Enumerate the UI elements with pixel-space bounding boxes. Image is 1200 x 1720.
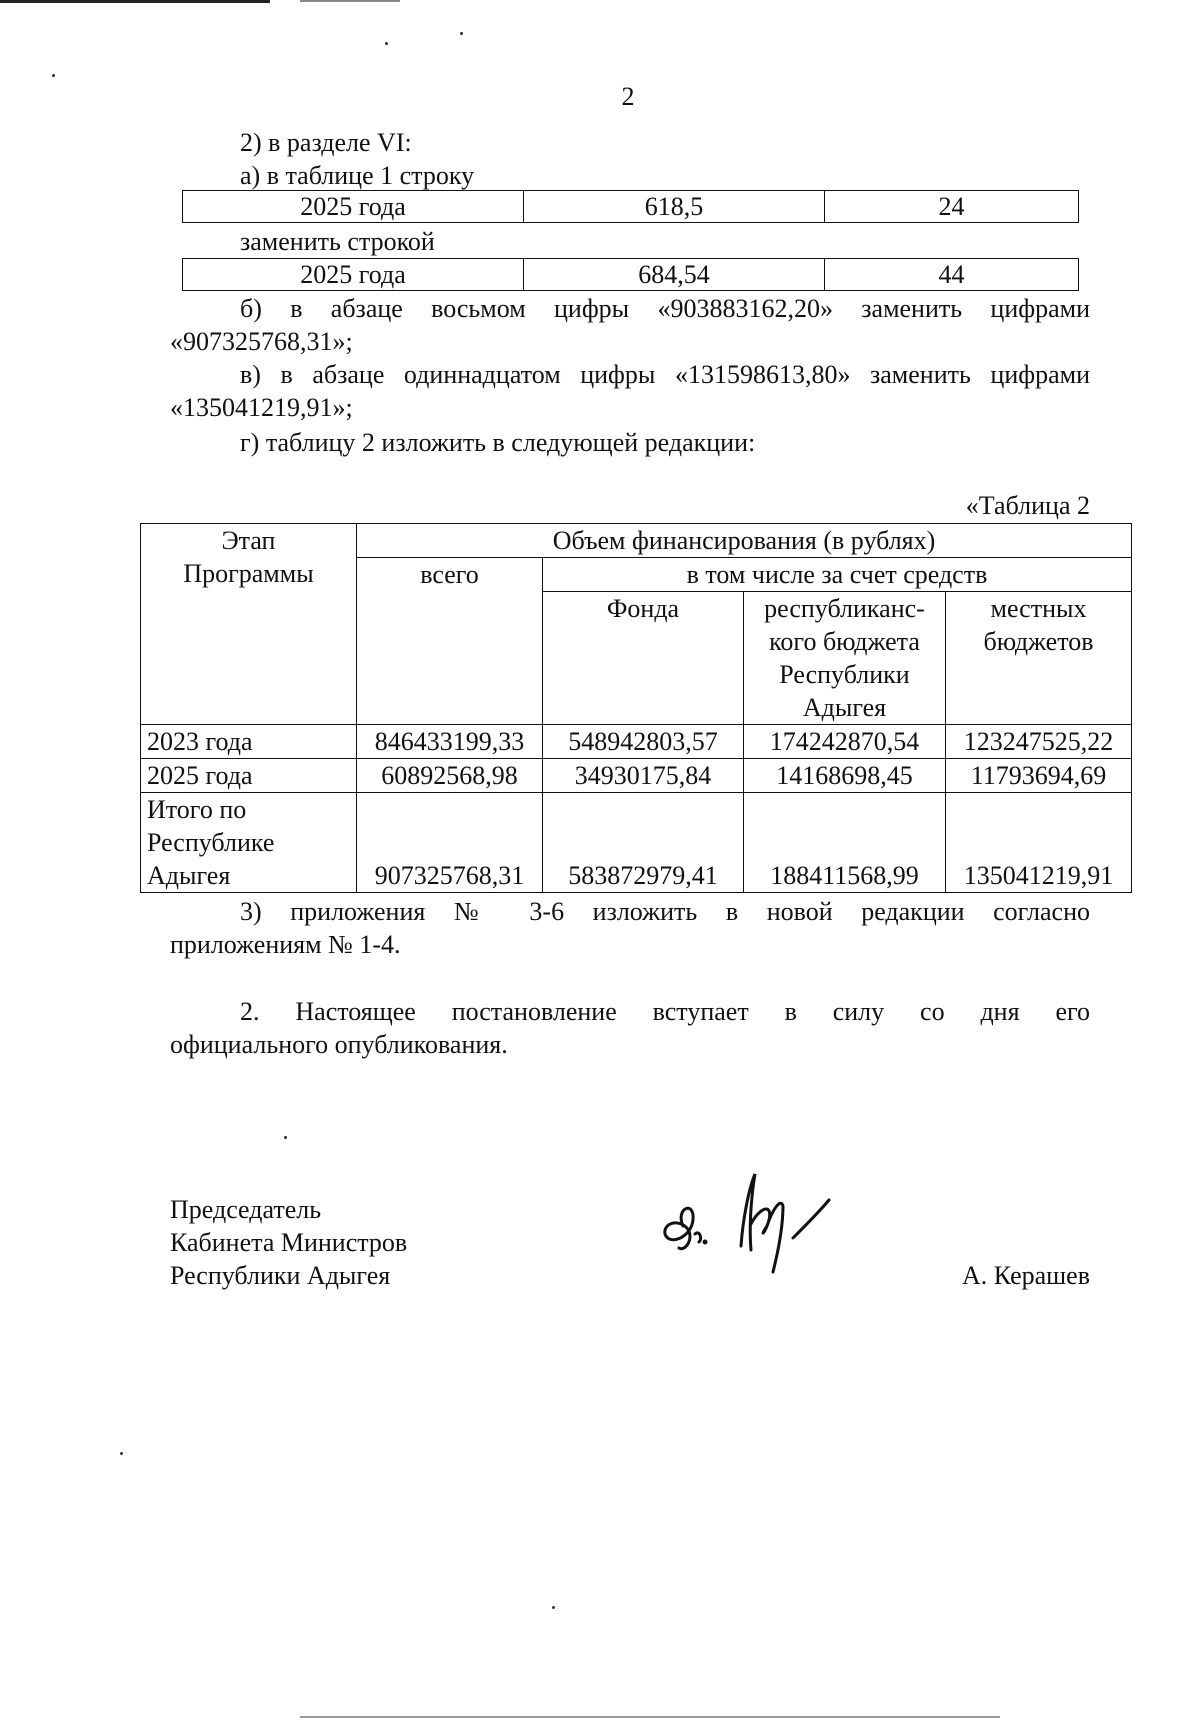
row-stage: Итого по Республике Адыгея: [141, 793, 357, 893]
page-number: 2: [621, 82, 635, 111]
new-row-cell: 44: [824, 259, 1078, 290]
table-row: [141, 725, 1132, 759]
item-a: а) в таблице 1 строку: [240, 161, 475, 190]
scan-speck: [284, 1136, 287, 1139]
signatory-title-line: Республики Адыгея: [170, 1261, 391, 1290]
row-stage: 2025 года: [141, 759, 357, 793]
old-row-cell: 618,5: [523, 191, 824, 222]
new-row-cell: 2025 года: [300, 260, 406, 289]
row-republic: 174242870,54: [744, 725, 946, 759]
header-republic-budget: республиканс- кого бюджета Республики Адыгея: [744, 592, 946, 725]
item-v-line2: «135041219,91»;: [170, 393, 353, 422]
scan-edge-mark: [300, 1716, 1000, 1718]
old-row-cell: 2025 года: [300, 192, 406, 221]
scan-speck: [552, 1606, 555, 1609]
point-2-line2: официального опубликования.: [170, 1030, 508, 1059]
header-local-budgets: местных бюджетов: [946, 592, 1132, 725]
scan-speck: [52, 74, 55, 77]
header-volume: Объем финансирования (в рублях): [357, 524, 1132, 558]
row-republic: 14168698,45: [744, 759, 946, 793]
point-2-line1: 2. Настоящее постановление вступает в силу со дня его: [240, 997, 1090, 1026]
row-stage: 2023 года: [141, 725, 357, 759]
scan-edge-mark: [300, 0, 400, 2]
signatory-title-line: Председатель: [170, 1195, 322, 1224]
signatory-title: [170, 1193, 407, 1292]
old-row-cell: 24: [824, 191, 1078, 222]
replace-with-text: заменить строкой: [240, 227, 435, 256]
row-republic: 188411568,99: [744, 793, 946, 893]
header-including: в том числе за счет средств: [543, 558, 1132, 592]
handwritten-signature: [655, 1168, 835, 1278]
header-stage-line2: Программы: [183, 559, 314, 588]
scan-speck: [385, 42, 388, 45]
scan-speck: [120, 1452, 123, 1455]
header-fund: Фонда: [543, 592, 744, 725]
row-local: 135041219,91: [946, 793, 1132, 893]
row-total: 60892568,98: [357, 759, 543, 793]
old-row: [182, 190, 1079, 223]
new-row-cell: 684,54: [523, 259, 824, 290]
scan-speck: [460, 32, 463, 35]
new-row: [182, 258, 1079, 291]
section-intro: 2) в разделе VI:: [240, 128, 412, 157]
header-stage: [141, 524, 357, 725]
header-stage-line1: Этап: [221, 526, 276, 555]
item-3-line1: 3) приложения № 3-6 изложить в новой редакции согласно: [240, 897, 1090, 926]
table-row: [141, 759, 1132, 793]
item-b-line2: «907325768,31»;: [170, 327, 353, 356]
item-3-line2: приложениям № 1-4.: [170, 930, 401, 959]
signatory-name: А. Керашев: [961, 1261, 1090, 1290]
financing-table: [140, 523, 1132, 893]
row-total: 907325768,31: [357, 793, 543, 893]
item-v-line1: в) в абзаце одиннадцатом цифры «131598613,80» заменить цифрами: [240, 360, 1090, 389]
row-local: 11793694,69: [946, 759, 1132, 793]
table-row: [141, 793, 1132, 893]
item-b-line1: б) в абзаце восьмом цифры «903883162,20» заменить цифрами: [240, 294, 1090, 323]
scan-edge-mark: [0, 0, 270, 3]
row-fund: 548942803,57: [543, 725, 744, 759]
item-g: г) таблицу 2 изложить в следующей редакции:: [240, 428, 756, 457]
table2-caption: «Таблица 2: [965, 491, 1090, 520]
row-fund: 583872979,41: [543, 793, 744, 893]
row-local: 123247525,22: [946, 725, 1132, 759]
row-total: 846433199,33: [357, 725, 543, 759]
signatory-title-line: Кабинета Министров: [170, 1228, 408, 1257]
row-fund: 34930175,84: [543, 759, 744, 793]
header-total: всего: [357, 558, 543, 725]
